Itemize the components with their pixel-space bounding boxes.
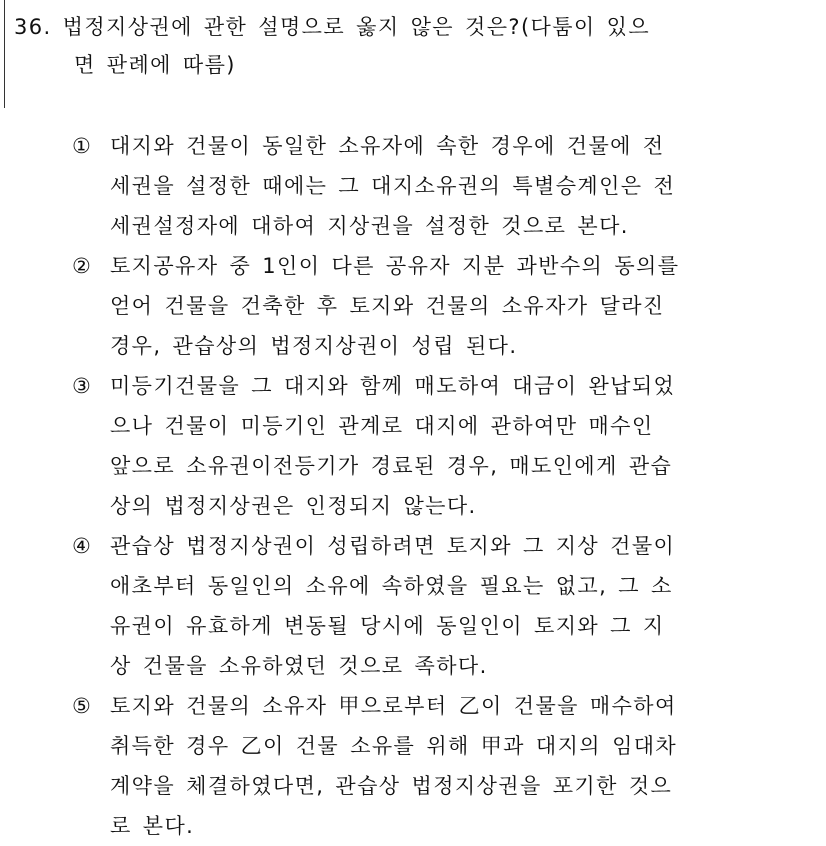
option-line: 계약을 체결하였다면, 관습상 법정지상권을 포기한 것으 [110, 774, 673, 798]
option-3 [72, 366, 812, 526]
option-line: 토지와 건물의 소유자 甲으로부터 乙이 건물을 매수하여 [110, 694, 677, 718]
option-line: 상 건물을 소유하였던 것으로 족하다. [110, 654, 488, 678]
question-line: 36. 법정지상권에 관한 설명으로 옳지 않은 것은?(다툼이 있으 [14, 15, 651, 39]
option-3-marker: ③ [72, 374, 91, 398]
option-line: 대지와 건물이 동일한 소유자에 속한 경우에 건물에 전 [110, 134, 665, 158]
option-line: 유권이 유효하게 변동될 당시에 동일인이 토지와 그 지 [110, 614, 665, 638]
option-2 [72, 246, 812, 366]
option-line: 세권을 설정한 때에는 그 대지소유권의 특별승계인은 전 [110, 174, 676, 198]
question-stem [14, 8, 814, 84]
option-line: 취득한 경우 乙이 건물 소유를 위해 甲과 대지의 임대차 [110, 734, 678, 758]
option-line: 상의 법정지상권은 인정되지 않는다. [110, 494, 477, 518]
option-5 [72, 686, 812, 846]
option-line: 얻어 건물을 건축한 후 토지와 건물의 소유자가 달라진 [110, 294, 665, 318]
option-1-marker: ① [72, 134, 91, 158]
option-line: 로 본다. [110, 814, 195, 838]
option-line: 으나 건물이 미등기인 관계로 대지에 관하여만 매수인 [110, 414, 654, 438]
option-line: 경우, 관습상의 법정지상권이 성립 된다. [110, 334, 518, 358]
option-line: 토지공유자 중 1인이 다른 공유자 지분 과반수의 동의를 [110, 254, 680, 278]
left-margin-rule [4, 0, 5, 108]
question-line: 면 판례에 따름) [74, 53, 236, 77]
option-5-marker: ⑤ [72, 694, 91, 718]
option-line: 세권설정자에 대하여 지상권을 설정한 것으로 본다. [110, 214, 629, 238]
answer-options [72, 126, 812, 846]
option-line: 애초부터 동일인의 소유에 속하였을 필요는 없고, 그 소 [110, 574, 673, 598]
option-4 [72, 526, 812, 686]
option-1 [72, 126, 812, 246]
option-4-marker: ④ [72, 534, 91, 558]
option-line: 미등기건물을 그 대지와 함께 매도하여 대금이 완납되었 [110, 374, 676, 398]
option-2-marker: ② [72, 254, 91, 278]
option-line: 앞으로 소유권이전등기가 경료된 경우, 매도인에게 관습 [110, 454, 673, 478]
option-line: 관습상 법정지상권이 성립하려면 토지와 그 지상 건물이 [110, 534, 676, 558]
